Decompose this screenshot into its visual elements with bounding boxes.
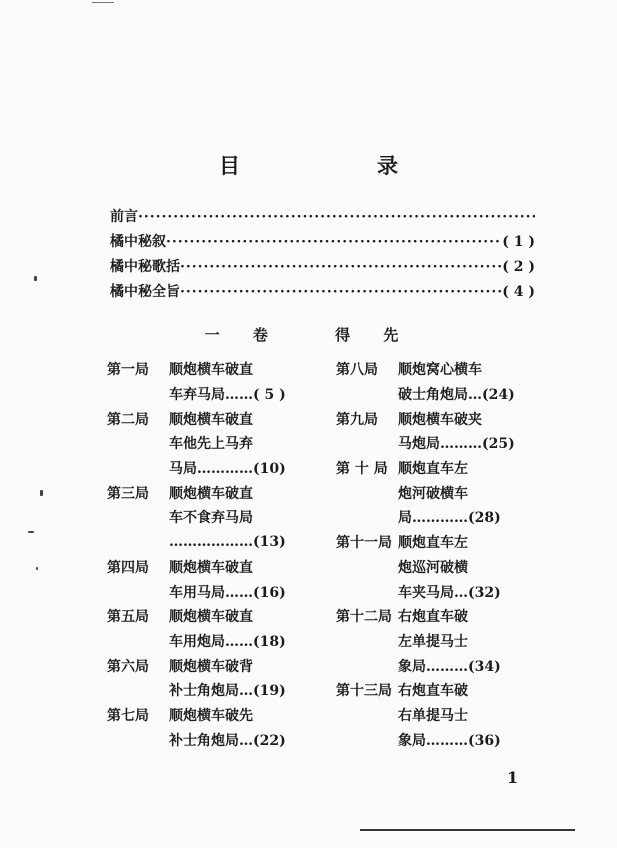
toc-entry[interactable] xyxy=(107,406,307,480)
front-matter-item-preface[interactable] xyxy=(110,206,535,231)
scan-speck xyxy=(36,567,38,570)
entry-number: 第七局 xyxy=(107,707,149,724)
entry-title-line: 右单提马士 xyxy=(398,707,468,724)
front-matter-label: 橘中秘全旨 xyxy=(110,284,180,300)
entry-title-line: 顺炮横车破直 xyxy=(169,362,253,379)
entry-title-line: 车他先上马弃 xyxy=(169,436,253,453)
entry-number: 第四局 xyxy=(107,559,149,576)
toc-entry[interactable] xyxy=(336,456,536,530)
section-heading xyxy=(0,324,617,345)
front-matter-item-gekuo[interactable] xyxy=(110,256,535,281)
entry-title-line: 顺炮直车左 xyxy=(398,461,468,478)
entry-title-line: 顺炮窝心横车 xyxy=(398,362,482,379)
entry-title-line: 顺炮横车破直 xyxy=(169,485,253,502)
toc-entry[interactable] xyxy=(107,703,307,752)
entry-number: 第三局 xyxy=(107,485,149,502)
front-matter-label: 橘中秘叙 xyxy=(110,234,166,250)
entry-title-line: 炮河破横车 xyxy=(398,485,468,502)
entry-number: 第 十 局 xyxy=(336,461,388,478)
entry-title-line: 车夹马局…(32) xyxy=(398,584,501,601)
front-matter-item-quanzhi[interactable] xyxy=(110,281,535,306)
bottom-rule xyxy=(360,829,575,831)
section-title: 得 先 xyxy=(335,326,413,344)
entry-title-line: 右炮直车破 xyxy=(398,683,468,700)
page-title: 目 录 xyxy=(219,153,456,178)
entry-title-line: 顺炮横车破背 xyxy=(169,658,253,675)
entry-number: 第十三局 xyxy=(336,683,392,700)
entry-title-line: 马局…………(10) xyxy=(169,461,286,478)
toc-right-column xyxy=(336,357,536,752)
entry-number: 第十一局 xyxy=(336,535,392,552)
entry-number: 第一局 xyxy=(107,362,149,379)
entry-title-line: 补士角炮局…(22) xyxy=(169,732,286,749)
entry-number: 第十二局 xyxy=(336,609,392,626)
toc-left-column xyxy=(107,357,307,752)
entry-title-line: 左单提马士 xyxy=(398,633,468,650)
front-matter-page: ( 2 ) xyxy=(502,259,535,275)
entry-title-line: 象局………(34) xyxy=(398,658,501,675)
toc-entry[interactable] xyxy=(107,653,307,702)
entry-number: 第五局 xyxy=(107,609,149,626)
toc-entry[interactable] xyxy=(107,357,307,406)
top-scan-mark xyxy=(92,2,114,3)
entry-title-line: 破士角炮局…(24) xyxy=(398,387,515,404)
toc-entry[interactable] xyxy=(336,678,536,752)
entry-title-line: 局…………(28) xyxy=(398,510,501,527)
entry-title-line: 顺炮横车破夹 xyxy=(398,411,482,428)
entry-title-line: 顺炮横车破直 xyxy=(169,609,253,626)
entry-title-line: 马炮局………(25) xyxy=(398,436,515,453)
leader-dots xyxy=(166,234,502,250)
toc-entry[interactable] xyxy=(336,406,536,455)
leader-dots xyxy=(180,259,502,275)
entry-title-line: 顺炮直车左 xyxy=(398,535,468,552)
leader-dots xyxy=(180,284,502,300)
entry-title-line: 顺炮横车破先 xyxy=(169,707,253,724)
entry-title-line: 象局………(36) xyxy=(398,732,501,749)
toc-entry[interactable] xyxy=(107,555,307,604)
front-matter-label: 前言 xyxy=(110,209,138,225)
entry-number: 第八局 xyxy=(336,362,378,379)
scan-speck xyxy=(40,490,43,496)
toc-entry[interactable] xyxy=(107,480,307,554)
leader-dots xyxy=(138,209,535,225)
entry-title-line: 车弃马局……( 5 ) xyxy=(169,387,286,404)
page-number: 1 xyxy=(507,768,519,787)
entry-title-line: 补士角炮局…(19) xyxy=(169,683,286,700)
entry-number: 第九局 xyxy=(336,411,378,428)
front-matter-list xyxy=(110,206,535,306)
entry-title-line: ………………(13) xyxy=(169,534,286,551)
entry-title-line: 车不食弃马局 xyxy=(169,510,253,527)
front-matter-page: ( 1 ) xyxy=(502,234,535,250)
entry-title-line: 车用马局……(16) xyxy=(169,584,286,601)
entry-number: 第六局 xyxy=(107,658,149,675)
scan-speck xyxy=(34,276,37,281)
entry-title-line: 右炮直车破 xyxy=(398,609,468,626)
entry-title-line: 顺炮横车破直 xyxy=(169,411,253,428)
entry-title-line: 顺炮横车破直 xyxy=(169,559,253,576)
toc-entry[interactable] xyxy=(336,530,536,604)
entry-number: 第二局 xyxy=(107,411,149,428)
front-matter-page: ( 4 ) xyxy=(502,284,535,300)
scan-speck xyxy=(28,531,34,533)
front-matter-item-xu[interactable] xyxy=(110,231,535,256)
entry-title-line: 炮巡河破横 xyxy=(398,559,468,576)
toc-entry[interactable] xyxy=(336,604,536,678)
section-part-label: 一 卷 xyxy=(204,326,282,344)
toc-entry[interactable] xyxy=(107,604,307,653)
entry-title-line: 车用炮局……(18) xyxy=(169,633,286,650)
front-matter-label: 橘中秘歌括 xyxy=(110,259,180,275)
toc-entry[interactable] xyxy=(336,357,536,406)
